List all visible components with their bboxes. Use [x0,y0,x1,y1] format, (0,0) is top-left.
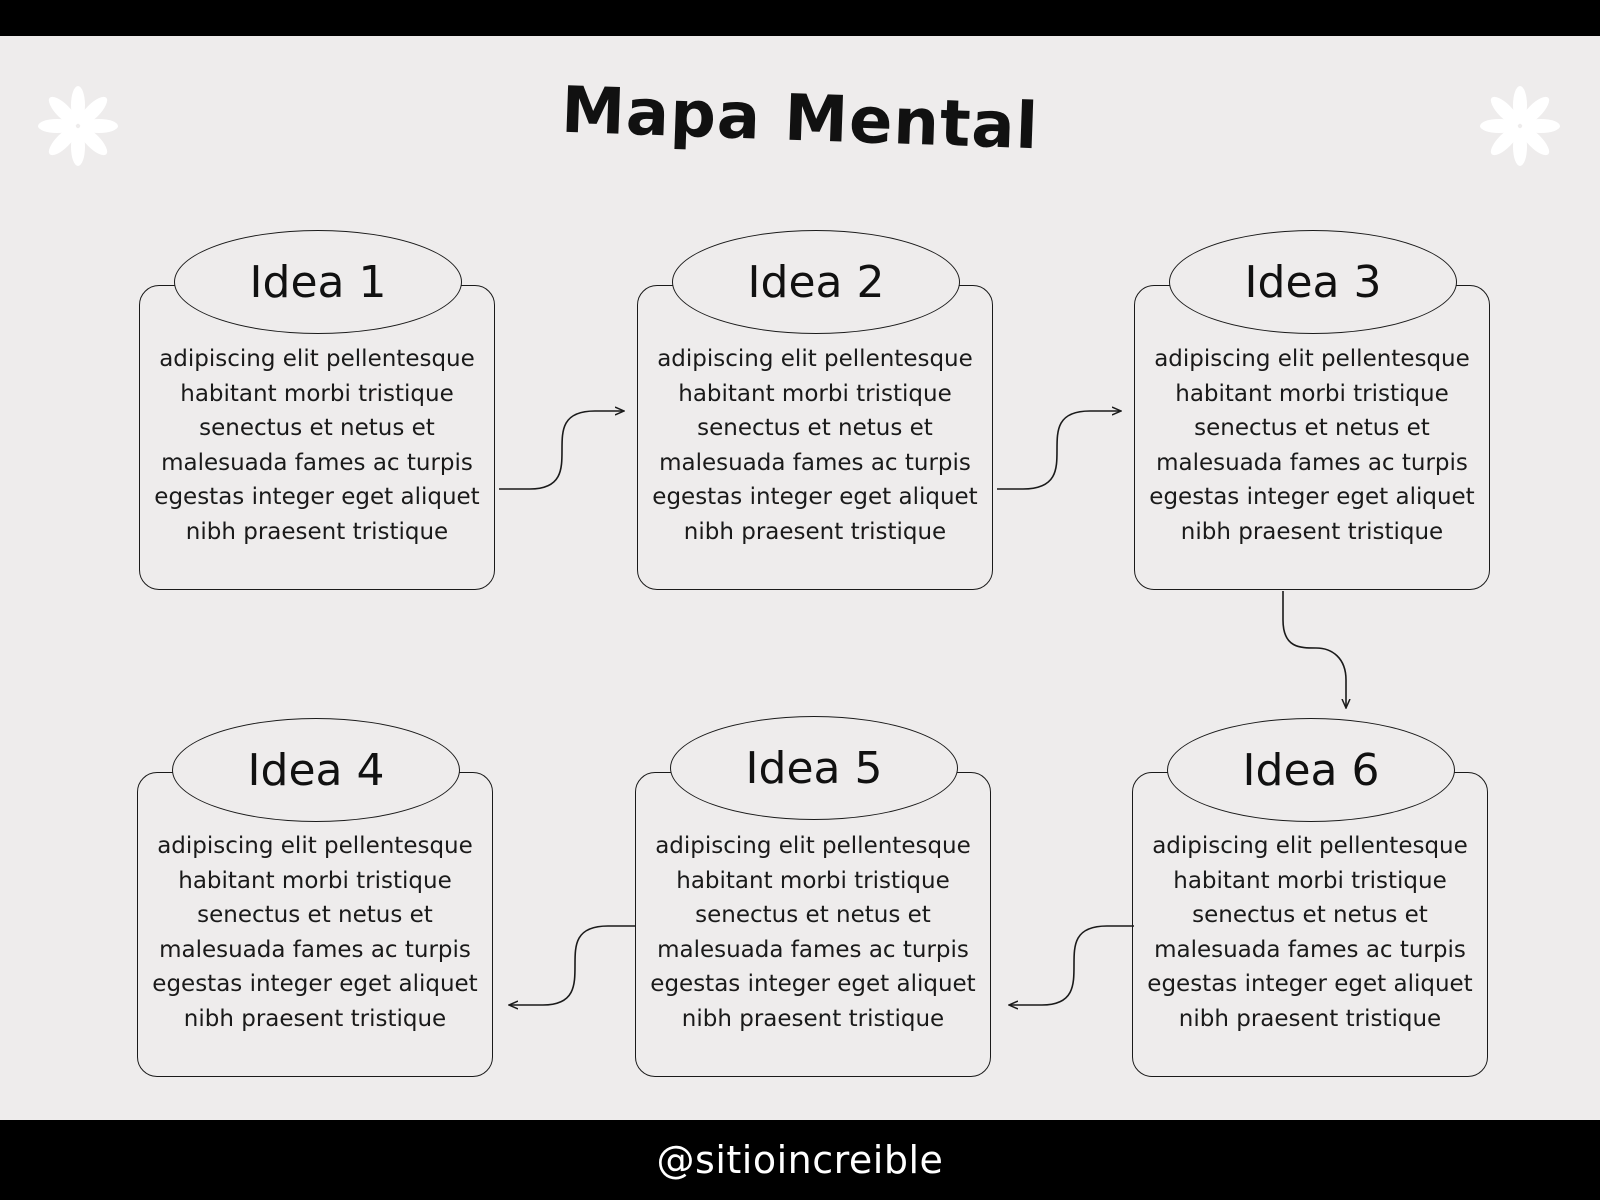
top-bar [0,0,1600,36]
connector-idea6-idea5 [1010,926,1134,1005]
idea-5-oval [670,716,958,820]
idea-6-oval [1167,718,1455,822]
idea-4-label: Idea 4 [247,744,385,796]
idea-1-oval [174,230,462,334]
connector-idea5-idea4 [510,926,636,1005]
idea-4-text: adipiscing elit pellentesque habitant morbi tristique senectus et netus et malesuada fames ac turpis egestas integer eget aliquet nibh praesent tristique [152,833,478,1032]
footer-bar [0,1120,1600,1200]
footer-handle[interactable]: @sitioincreible [656,1138,944,1182]
idea-2-label: Idea 2 [747,256,885,308]
idea-5-label: Idea 5 [745,742,883,794]
connector-idea3-idea6 [1283,591,1346,707]
idea-1-text: adipiscing elit pellentesque habitant morbi tristique senectus et netus et malesuada fames ac turpis egestas integer eget aliquet nibh praesent tristique [154,346,480,545]
idea-3-label: Idea 3 [1244,256,1382,308]
idea-3-text: adipiscing elit pellentesque habitant morbi tristique senectus et netus et malesuada fames ac turpis egestas integer eget aliquet nibh praesent tristique [1149,346,1475,545]
idea-2-oval [672,230,960,334]
connector-idea2-idea3 [997,411,1120,489]
idea-6-label: Idea 6 [1242,744,1380,796]
connector-idea1-idea2 [499,411,623,489]
idea-6-text: adipiscing elit pellentesque habitant morbi tristique senectus et netus et malesuada fames ac turpis egestas integer eget aliquet nibh praesent tristique [1147,833,1473,1032]
idea-1-label: Idea 1 [249,256,387,308]
idea-5-text: adipiscing elit pellentesque habitant morbi tristique senectus et netus et malesuada fames ac turpis egestas integer eget aliquet nibh praesent tristique [650,833,976,1032]
idea-3-oval [1169,230,1457,334]
idea-4-oval [172,718,460,822]
idea-2-text: adipiscing elit pellentesque habitant morbi tristique senectus et netus et malesuada fames ac turpis egestas integer eget aliquet nibh praesent tristique [652,346,978,545]
page-title: Mapa Mental [560,73,1040,165]
